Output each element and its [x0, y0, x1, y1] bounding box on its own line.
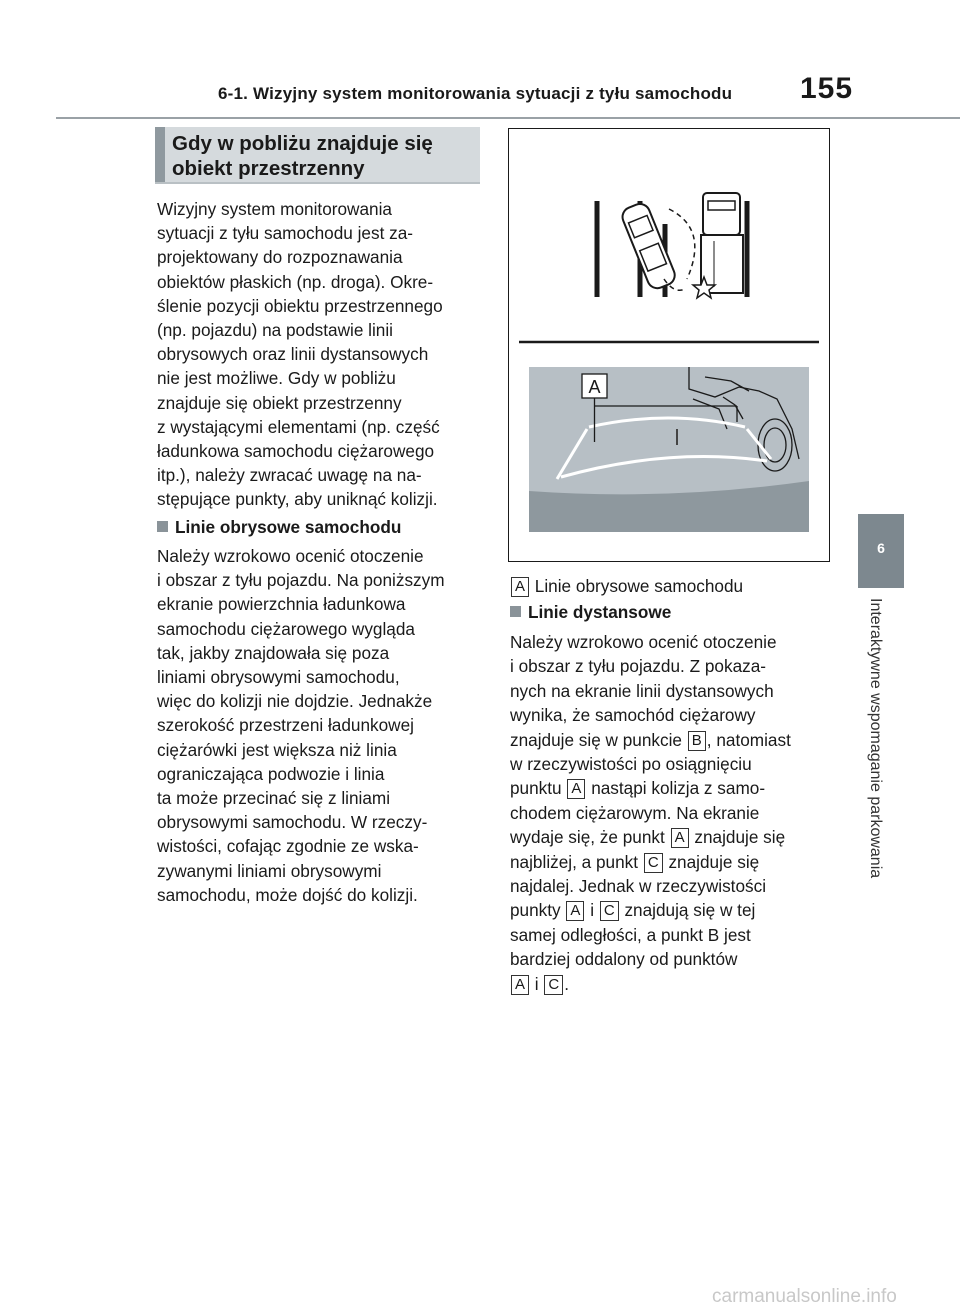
key-a: A — [567, 779, 585, 799]
key-c: C — [644, 853, 663, 873]
subheading-distance-lines: Linie dystansowe — [510, 600, 671, 624]
distance-lines-paragraph: Należy wzrokowo ocenić otoczenie i obszar z tyłu pojazdu. Z pokaza- nych na ekranie linii dystansowych wynika, że samochód ciężarowy znajduje się w punkcie B , natomiast w rzeczywistości po osiągnięciu punktu A nastąpi kolizja z samo- chodem ciężarowym. Na ekranie wydaje się, że punkt A znajduje się najbliżej, a punkt C znajduje się najdalej. Jednak w rzeczywistości punkty A i C znajdują się w tej samej odległości, a punkt B jest bardziej oddalony od punktów A i C . — [510, 632, 791, 994]
text-line: ekranie powierzchnia ładunkowa — [157, 594, 406, 615]
text-line: z wystającymi elementami (np. część — [157, 416, 440, 437]
section-title: Gdy w pobliżu znajduje się obiekt przestrzenny — [172, 132, 433, 180]
text-line: zywanymi liniami obrysowymi — [157, 860, 382, 881]
watermark: carmanualsonline.info — [712, 1286, 897, 1307]
key-a: A — [511, 577, 529, 597]
text-line: ciężarówki jest większa niż linia — [157, 739, 397, 760]
text-line: Wizyjny system monitorowania — [157, 199, 392, 219]
text-line: tak, jakby znajdowała się poza — [157, 642, 390, 663]
subheading-outline-lines: Linie obrysowe samochodu — [157, 515, 401, 539]
text-line: i obszar z tyłu pojazdu. Na poniższym — [157, 570, 445, 591]
text-line: stępujące punkty, aby uniknąć kolizji. — [157, 489, 438, 510]
camera-illustration — [508, 128, 830, 562]
text-line: wistości, cofając zgodnie ze wska- — [157, 836, 419, 857]
figure-caption: A Linie obrysowe samochodu — [510, 574, 743, 598]
text-line: ślenie pozycji obiektu przestrzennego — [157, 295, 443, 316]
chapter-label: Interaktywne wspomaganie parkowania — [867, 598, 884, 879]
text-line: obiektów płaskich (np. droga). Okre- — [157, 271, 434, 292]
callout-label-a: A — [588, 377, 601, 397]
page-number: 155 — [800, 72, 854, 105]
key-a: A — [671, 828, 689, 848]
bullet-square-icon — [157, 521, 168, 532]
text-line: ta może przecinać się z liniami — [157, 788, 391, 809]
text-line: projektowany do rozpoznawania — [157, 247, 403, 268]
text-line: Należy wzrokowo ocenić otoczenie — [157, 546, 424, 566]
section-heading-box — [155, 127, 480, 184]
text-line: więc do kolizji nie dojdzie. Jednakże — [157, 691, 433, 712]
page-header-title: 6-1. Wizyjny system monitorowania sytuacji z tyłu samochodu — [218, 84, 733, 103]
text-line: sytuacji z tyłu samochodu jest za- — [157, 223, 414, 244]
text-line: szerokość przestrzeni ładunkowej — [157, 715, 414, 736]
text-line: obrysowych oraz linii dystansowych — [157, 344, 429, 365]
text-line: obrysowymi samochodu. W rzeczy- — [157, 812, 428, 833]
text-line: samochodu ciężarowego wygląda — [157, 618, 415, 639]
text-line: liniami obrysowymi samochodu, — [157, 667, 400, 688]
header-divider — [56, 117, 960, 119]
key-a: A — [511, 975, 529, 995]
text-line: nie jest możliwe. Gdy w pobliżu — [157, 368, 396, 389]
key-a: A — [566, 901, 584, 921]
text-line: samochodu, może dojść do kolizji. — [157, 884, 418, 905]
text-line: ograniczająca podwozie i linia — [157, 763, 385, 784]
bullet-square-icon — [510, 606, 521, 617]
key-b: B — [688, 731, 706, 751]
key-c: C — [544, 975, 563, 995]
parking-diagram — [509, 129, 828, 560]
text-line: (np. pojazdu) na podstawie linii — [157, 320, 393, 341]
text-line: znajduje się obiekt przestrzenny — [157, 392, 402, 413]
intro-paragraph — [157, 197, 443, 512]
outline-lines-paragraph — [157, 544, 445, 907]
key-c: C — [600, 901, 619, 921]
chapter-number: 6 — [877, 540, 885, 556]
text-line: itp.), należy zwracać uwagę na na- — [157, 465, 422, 486]
text-line: ładunkowa samochodu ciężarowego — [157, 441, 435, 462]
